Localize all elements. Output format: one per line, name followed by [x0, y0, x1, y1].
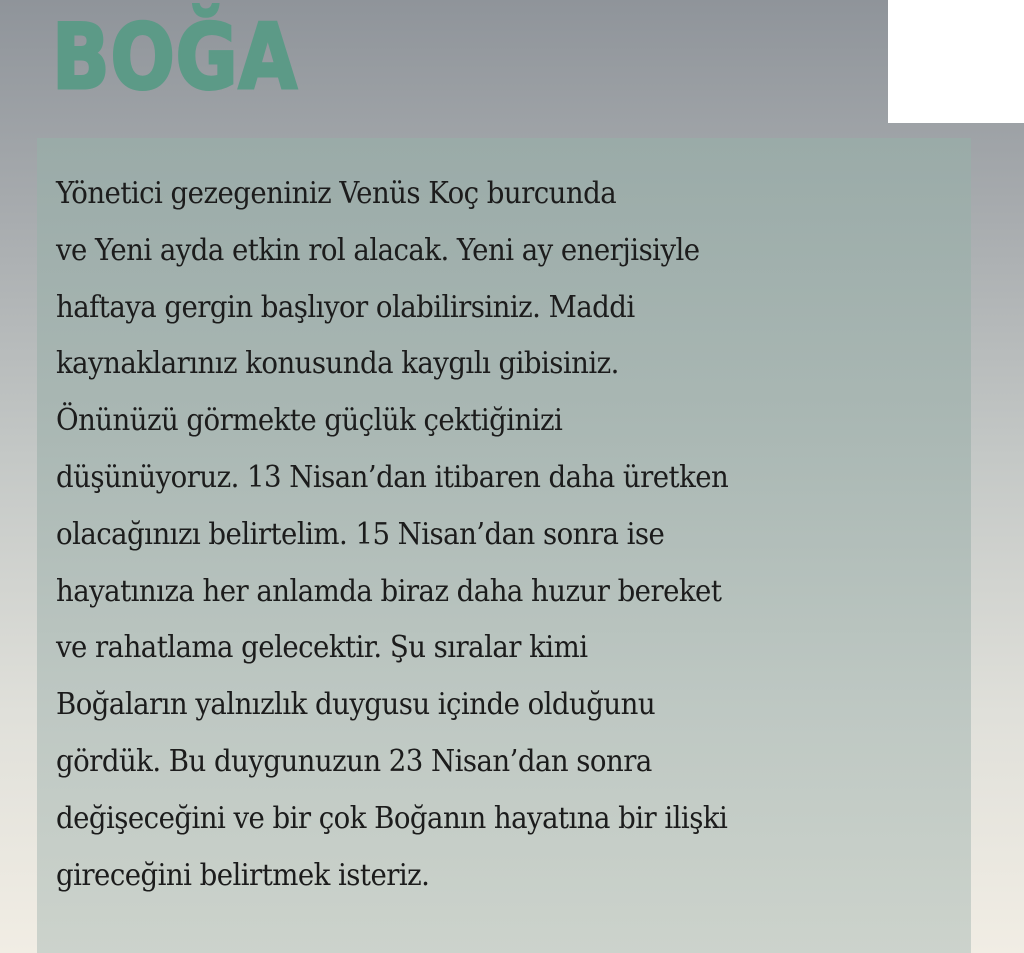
text-line: hayatınıza her anlamda biraz daha huzur bereket [56, 573, 722, 609]
text-line: değişeceğini ve bir çok Boğanın hayatına bir ilişki [56, 800, 728, 836]
text-line: Yönetici gezegeniniz Venüs Koç burcunda [56, 176, 617, 211]
text-line: haftaya gergin başlıyor olabilirsiniz. Maddi [56, 289, 635, 325]
text-line: olacağınızı belirtelim. 15 Nisan’dan sonra ise [56, 516, 665, 552]
text-line: Önünüzü görmekte güçlük çektiğinizi [56, 403, 563, 439]
text-line: gireceğini belirtmek isteriz. [56, 857, 430, 893]
horoscope-text [56, 166, 884, 904]
text-line: ve Yeni ayda etkin rol alacak. Yeni ay enerjisiyle [56, 232, 700, 268]
text-line: Boğaların yalnızlık duygusu içinde olduğunu [56, 687, 656, 723]
text-line: kaynaklarınız konusunda kaygılı gibisiniz. [56, 346, 619, 382]
text-line: düşünüyoruz. 13 Nisan’dan itibaren daha üretken [56, 459, 729, 495]
text-line: gördük. Bu duygunuzun 23 Nisan’dan sonra [56, 743, 652, 779]
sign-title: BOĞA [52, 5, 298, 110]
white-corner-block [888, 0, 1024, 123]
text-line: ve rahatlama gelecektir. Şu sıralar kimi [56, 630, 588, 666]
